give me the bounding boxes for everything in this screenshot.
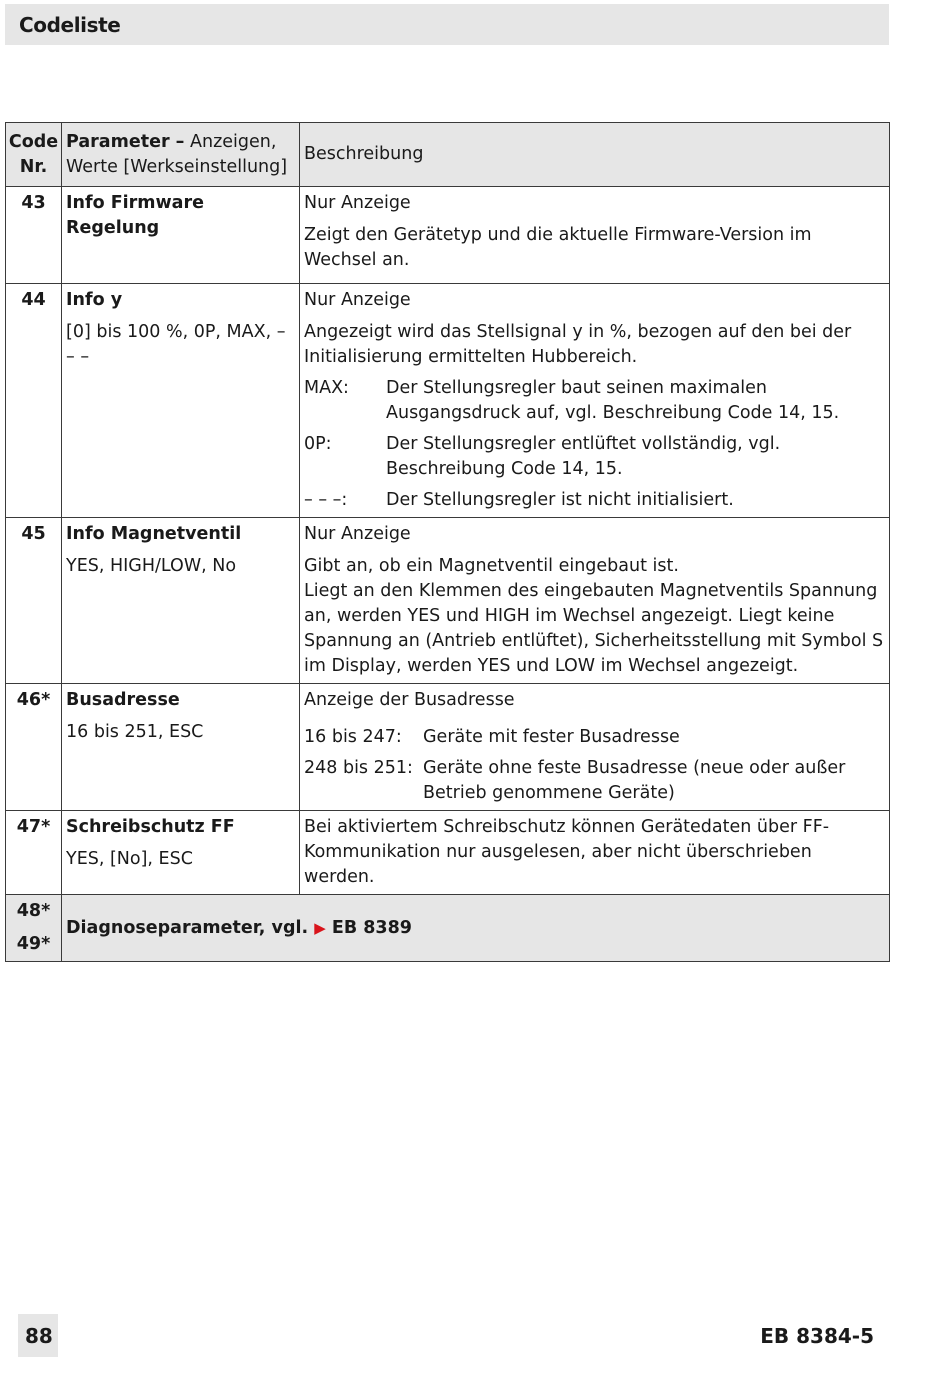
parameter-name: Busadresse	[66, 690, 180, 710]
definition-item: 0P: Der Stellungsregler entlüftet vollständig, vgl. Beschreibung Code 14, 15.	[304, 434, 781, 479]
triangle-right-icon: ▶	[314, 918, 326, 937]
parameter-name: Schreibschutz FF	[66, 817, 235, 837]
table-row	[6, 811, 890, 895]
row-description: Anzeige der Busadresse 16 bis 247: Geräte mit fester Busadresse 248 bis 251: Geräte ohne feste Busadresse (neue oder außer Betrieb genommene Geräte)	[300, 684, 890, 811]
page-header	[5, 4, 889, 45]
row-parameter	[62, 811, 300, 895]
row-description: Nur Anzeige Angezeigt wird das Stellsignal y in %, bezogen auf den bei der Initialisierung ermittelten Hubbereich. MAX: Der Stellungsregler baut seinen maximalen Ausgangsdruck auf, vgl. Beschreibung Code 14, 15. 0P: Der Stellungsregler entlüftet vollständig, vgl. Beschreibung Code 14, 15. – – –: Der Stellungsregler ist nicht initialisiert.	[300, 284, 890, 518]
table-row	[6, 187, 890, 284]
parameter-values: [0] bis 100 %, 0P, MAX, – – –	[66, 322, 286, 367]
page-number: 88	[25, 1324, 53, 1348]
row-parameter	[62, 684, 300, 811]
row-description: Bei aktiviertem Schreibschutz können Gerätedaten über FF-Kommunikation nur ausgelesen, aber nicht überschrieben werden.	[300, 811, 890, 895]
table-row	[6, 895, 890, 962]
header-description: Beschreibung	[300, 123, 890, 187]
definition-item: – – –: Der Stellungsregler ist nicht initialisiert.	[304, 490, 734, 510]
parameter-values: 16 bis 251, ESC	[66, 722, 204, 742]
table-header-row	[6, 123, 890, 187]
row-description: Nur Anzeige Gibt an, ob ein Magnetventil eingebaut ist. Liegt an den Klemmen des eingebauten Magnetventils Spannung an, werden YES und HIGH im Wechsel angezeigt. Liegt keine Spannung an (Antrieb entlüftet), Sicherheitsstellung mit Symbol S im Display, werden YES und LOW im Wechsel angezeigt.	[300, 518, 890, 684]
header-code: Code Nr.	[6, 123, 62, 187]
row-code: 45	[6, 518, 62, 684]
reference-link[interactable]: EB 8389	[331, 917, 412, 938]
parameter-name: Info y	[66, 290, 123, 310]
row-code: 48* 49*	[6, 895, 62, 962]
table-row	[6, 684, 890, 811]
row-code: 43	[6, 187, 62, 284]
parameter-name: Info Magnetventil	[66, 524, 242, 544]
parameter-name: Info Firmware Regelung	[66, 193, 204, 238]
row-code: 47*	[6, 811, 62, 895]
row-parameter	[62, 518, 300, 684]
parameter-values: YES, [No], ESC	[66, 849, 193, 869]
document-id: EB 8384-5	[760, 1324, 874, 1348]
row-parameter	[62, 284, 300, 518]
row-code: 46*	[6, 684, 62, 811]
diagnose-reference: Diagnoseparameter, vgl. ▶ EB 8389	[62, 895, 890, 962]
parameter-values: YES, HIGH/LOW, No	[66, 556, 237, 576]
code-table	[5, 122, 890, 962]
definition-item: 16 bis 247: Geräte mit fester Busadresse	[304, 727, 680, 747]
row-description: Nur Anzeige Zeigt den Gerätetyp und die aktuelle Firmware-Version im Wechsel an.	[300, 187, 890, 284]
table-row	[6, 284, 890, 518]
page-title: Codeliste	[19, 13, 121, 37]
header-parameter: Parameter – Anzeigen, Werte [Werkseinstellung]	[62, 123, 300, 187]
definition-item: 248 bis 251: Geräte ohne feste Busadresse (neue oder außer Betrieb genommene Geräte)	[304, 758, 846, 803]
definition-item: MAX: Der Stellungsregler baut seinen maximalen Ausgangsdruck auf, vgl. Beschreibung Code 14, 15.	[304, 378, 840, 423]
table-row	[6, 518, 890, 684]
row-parameter	[62, 187, 300, 284]
row-code: 44	[6, 284, 62, 518]
